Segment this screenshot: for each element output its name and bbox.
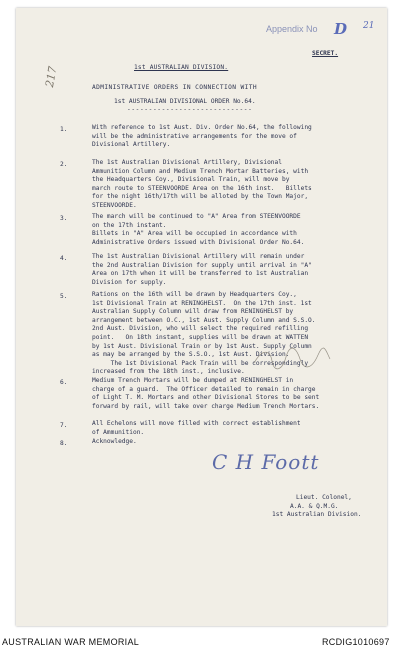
appendix-letter: D	[334, 20, 348, 38]
appendix-annotation	[266, 24, 318, 34]
paragraph-text: Medium Trench Mortars will be dumped at RENINGHELST in charge of a guard. The Officer detailed to remain in charge of Light T. M. Mortars and other Divisional Stores to be sent forward by rail, will take over charge Medium Trench Mortars.	[92, 377, 320, 410]
paragraph-number: 5.	[60, 293, 68, 300]
paragraph-number: 8.	[60, 440, 68, 447]
paragraph-text: The march will be continued to "A" Area from STEENVOORDE on the 17th instant. Billets in "A" Area will be occupied in accordance with Administrative Orders issued with Divisional Order No.64.	[92, 213, 305, 246]
paragraph-number: 3.	[60, 215, 68, 222]
handwritten-signature: C H Foott	[212, 450, 320, 474]
paragraph-text: With reference to 1st Aust. Div. Order No.64, the following will be the administrative arrangements for the move of Divisional Artillery.	[92, 124, 312, 149]
orders-subtitle-2: 1st AUSTRALIAN DIVISIONAL ORDER No.64.	[114, 98, 256, 105]
document-page	[16, 8, 387, 626]
signature-role: A.A. & Q.M.G.	[290, 503, 339, 510]
signature-unit: 1st Australian Division.	[272, 511, 362, 518]
paragraph-number: 7.	[60, 422, 68, 429]
page-number-annotation: 21	[363, 21, 375, 31]
paragraph-text: All Echelons will move filled with correct establishment of Ammunition.	[92, 420, 301, 436]
paragraph-number: 2.	[60, 161, 68, 168]
paragraph-number: 1.	[60, 126, 68, 133]
appendix-label: Appendix No	[266, 24, 318, 34]
pencil-scribble	[252, 345, 332, 373]
footer-institution: AUSTRALIAN WAR MEMORIAL	[2, 637, 140, 647]
orders-subtitle: ADMINISTRATIVE ORDERS IN CONNECTION WITH	[92, 84, 258, 91]
footer-record-id: RCDIG1010697	[322, 637, 390, 647]
paragraph-text: Acknowledge.	[92, 438, 137, 445]
division-title: 1st AUSTRALIAN DIVISION.	[134, 64, 229, 71]
paragraph-number: 4.	[60, 255, 68, 262]
signature-rank: Lieut. Colonel,	[296, 494, 352, 501]
paragraph-number: 6.	[60, 379, 68, 386]
secret-marking: SECRET.	[312, 50, 339, 57]
paragraph-text: The 1st Australian Divisional Artillery, Divisional Ammunition Column and Medium Trench Mortar Batteries, with the Headquarters Coy., Divisional Train, will move by march route to STEENVOORDE Area on the 16th inst. Billets for the night 16th/17th will be alloted by the Town Major, STEENVOORDE.	[92, 159, 312, 209]
folio-number: 217	[43, 65, 60, 89]
paragraph-text: The 1st Australian Divisional Artillery will remain under the 2nd Australian Division for supply until arrival in "A" Area on 17th when it will be transferred to 1st Australian Division for supply.	[92, 253, 312, 286]
header-underline: -----------------------------	[127, 106, 253, 113]
paragraph-text: Rations on the 16th will be drawn by Headquarters Coy., 1st Divisional Train at RENINGHELST. On the 17th inst. 1st Australian Supply Column will draw from RENINGHELST by arrangement between O.C., 1st Aust. Supply Column and S.S.O. 2nd Aust. Division, who will select the required refilling point. On 18th instant, supplies will be drawn at WATTEN by 1st Aust. Divisional Train or by 1st Aust. Supply Column as may be arranged by the S.S.O., 1st Aust. Division. The 1st Divisional Pack Train will be correspondingly increased from the 18th inst., inclusive.	[92, 291, 316, 376]
